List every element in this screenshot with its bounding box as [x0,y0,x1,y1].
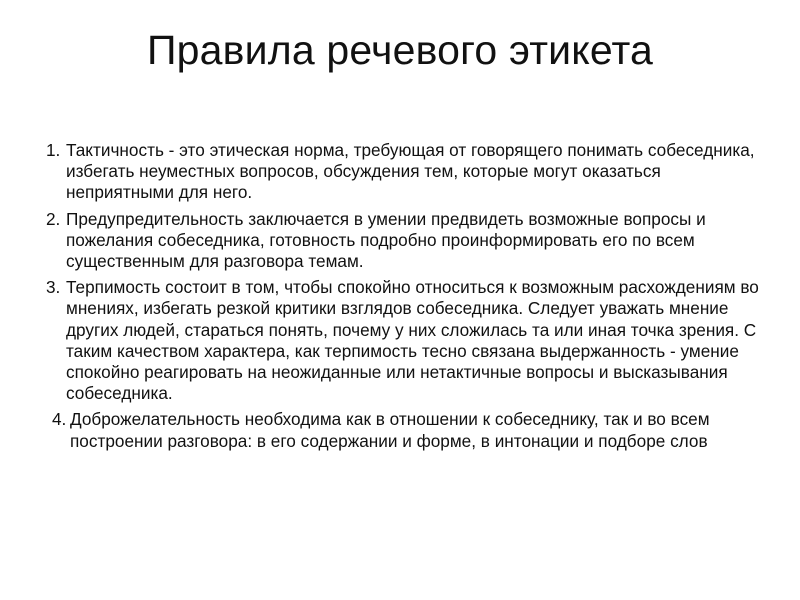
rule-number: 3. [46,277,61,298]
rule-text: Тактичность - это этическая норма, требующая от говорящего понимать собеседника, избегать неуместных вопросов, обсуждения тем, которые могут оказаться неприятными для него. [66,140,755,203]
rule-item-goodwill [46,409,761,451]
rule-text: Терпимость состоит в том, чтобы спокойно относиться к возможным расхождениям во мнениях, избегать резкой критики взглядов собеседника. Следует уважать мнение других людей, стараться понять, почему у них сложилась та или иная точка зрения. С таким качеством характера, как терпимость тесно связана выдержанность - умение спокойно реагировать на неожиданные или нетактичные вопросы и высказывания собеседника. [66,277,759,404]
rule-item-courtesy [46,209,761,273]
rule-number: 2. [46,208,61,229]
rule-text: Доброжелательность необходима как в отношении к собеседнику, так и во всем построении разговора: в его содержании и форме, в интонации и подборе слов [70,409,710,451]
rules-list [46,140,761,457]
rule-number: 4. [52,409,67,430]
rule-number: 1. [46,140,61,160]
slide-title: Правила речевого этикета [146,27,654,73]
rule-item-tact [46,140,761,204]
rule-item-tolerance [46,277,761,404]
rule-text: Предупредительность заключается в умении предвидеть возможные вопросы и пожелания собеседника, готовность подробно проинформировать его по всем существенным для разговора темам. [66,208,706,272]
